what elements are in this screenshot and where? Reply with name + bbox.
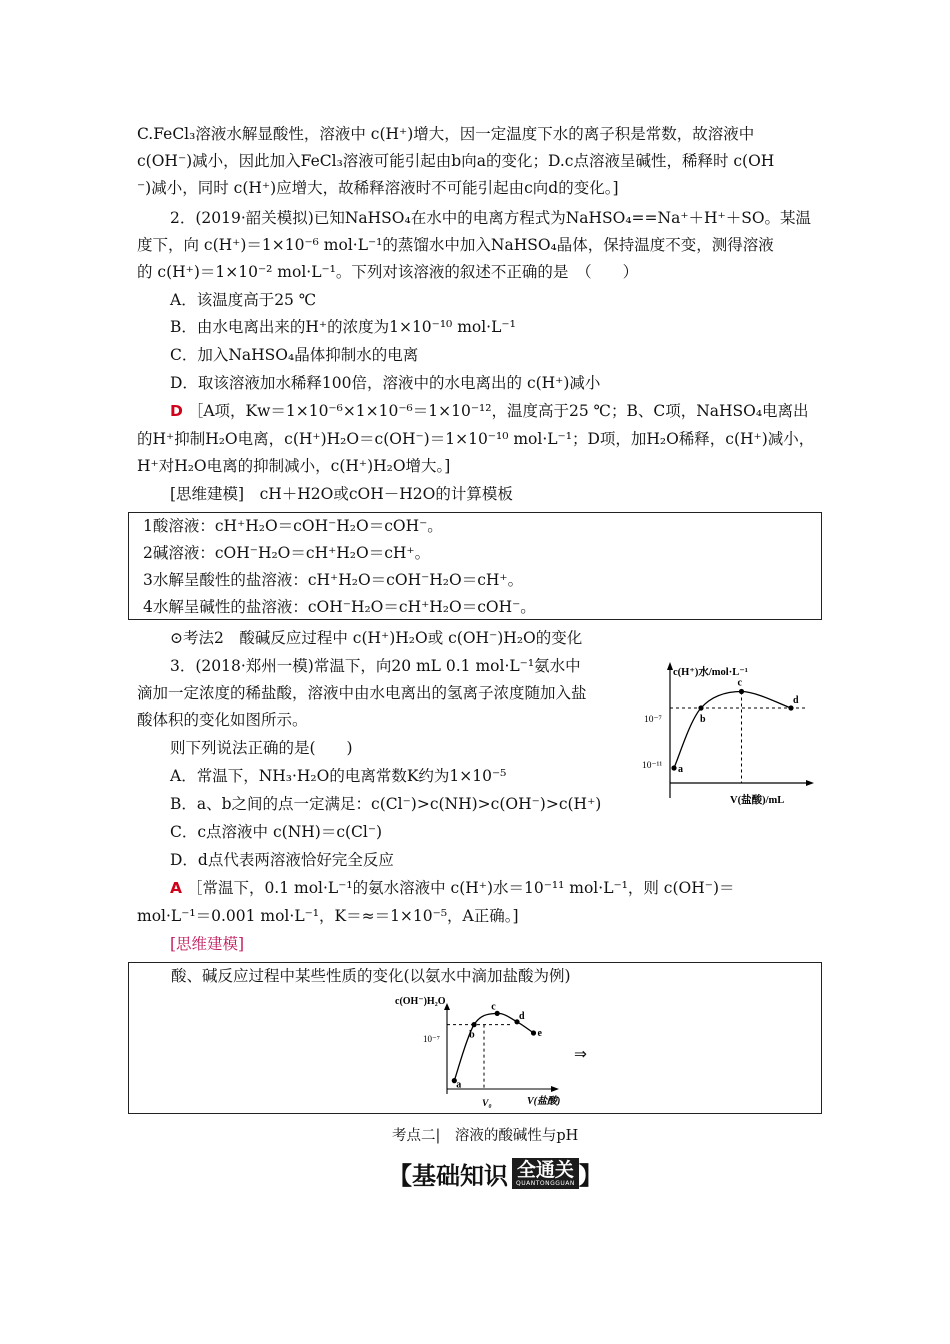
- q2-stem-line: 2．(2019·韶关模拟)已知NaHSO₄在水中的电离方程式为NaHSO₄==Na⁺＋H⁺＋SO。某温: [170, 209, 812, 227]
- model2-box-title: 酸、碱反应过程中某些性质的变化(以氨水中滴加盐酸为例): [171, 967, 571, 985]
- q2-option-d: D．取该溶液加水稀释100倍，溶液中的水电离出的 c(H⁺)减小: [170, 374, 601, 392]
- point-label: c: [491, 1001, 496, 1013]
- section-badge: [388, 1157, 603, 1189]
- q3-stem-line: 滴加一定浓度的稀盐酸，溶液中由水电离出的氢离子浓度随加入盐: [137, 684, 587, 702]
- badge-main: 全通关: [516, 1158, 574, 1181]
- section-title: 考点二| 溶液的酸碱性与pH: [392, 1128, 579, 1144]
- arrow-icon: ⇒: [574, 1045, 587, 1063]
- badge-sub: QUANTONGGUAN: [516, 1179, 575, 1187]
- x-axis-arrow: [551, 1086, 559, 1092]
- q3-stem-line: 3．(2018·郑州一模)常温下，向20 mL 0.1 mol·L⁻¹氨水中: [170, 657, 581, 675]
- model-heading: [思维建模] cH＋H2O或cOH－H2O的计算模板: [170, 485, 513, 503]
- q3-option-a: A．常温下，NH₃·H₂O的电离常数K约为1×10⁻⁵: [170, 767, 507, 785]
- series-line: [674, 692, 791, 769]
- q2-option-c: C．加入NaHSO₄晶体抑制水的电离: [170, 346, 419, 364]
- x-axis-arrow: [806, 780, 814, 786]
- point-label: b: [469, 1029, 475, 1041]
- y-axis-label: c(H⁺)水/mol·L⁻¹: [673, 667, 748, 678]
- point-label: d: [793, 695, 799, 706]
- chart-model: [393, 990, 563, 1108]
- badge-box: [512, 1158, 579, 1189]
- point-label: c: [737, 677, 742, 689]
- data-point-b: [698, 705, 703, 710]
- data-point-b: [472, 1022, 477, 1027]
- badge-left: 【基础知识: [388, 1161, 508, 1190]
- model-row: 3水解呈酸性的盐溶液：cH⁺H₂O＝cOH⁻H₂O＝cH⁺。: [143, 571, 524, 589]
- q2-answer-line: H⁺对H₂O电离的抑制减小，c(H⁺)H₂O增大。]: [137, 457, 451, 475]
- y-axis-label: c(OH⁻)H₂O: [395, 996, 446, 1007]
- x-axis-label: V(盐酸)/mL: [730, 795, 785, 806]
- paragraph-line: C.FeCl₃溶液水解显酸性，溶液中 c(H⁺)增大，因一定温度下水的离子积是常数，故溶液中: [137, 125, 755, 143]
- data-point-c: [739, 689, 744, 694]
- q3-stem-line: 则下列说法正确的是( ): [170, 739, 353, 757]
- point-label: a: [456, 1079, 462, 1091]
- q3-option-d: D．d点代表两溶液恰好完全反应: [170, 851, 394, 869]
- q3-answer: [170, 877, 735, 899]
- answer-text: ［A项，Kw＝1×10⁻⁶×1×10⁻⁶＝1×10⁻¹²，温度高于25 ℃；B、C项，NaHSO₄电离出: [187, 402, 809, 420]
- ytick-label: 10⁻⁷: [423, 1034, 440, 1044]
- method-heading: ⊙考法2 酸碱反应过程中 c(H⁺)H₂O或 c(OH⁻)H₂O的变化: [170, 629, 583, 647]
- q3-option-c: C．c点溶液中 c(NH)＝c(Cl⁻): [170, 823, 383, 841]
- model-row: 4水解呈碱性的盐溶液：cOH⁻H₂O＝cH⁺H₂O＝cOH⁻。: [143, 598, 536, 616]
- badge-right: 】: [578, 1161, 603, 1190]
- q2-stem-line: 的 c(H⁺)＝1×10⁻² mol·L⁻¹。下列对该溶液的叙述不正确的是 （ ）: [137, 263, 639, 281]
- q2-answer: [170, 400, 809, 422]
- model-box: [128, 512, 822, 620]
- q2-stem-line: 度下，向 c(H⁺)＝1×10⁻⁶ mol·L⁻¹的蒸馏水中加入NaHSO₄晶体，保持温度不变，测得溶液: [137, 236, 774, 254]
- paragraph-line: ⁻)减小，同时 c(H⁺)应增大，故稀释溶液时不可能引起由c向d的变化。]: [137, 179, 619, 197]
- q2-option-b: B．由水电离出来的H⁺的浓度为1×10⁻¹⁰ mol·L⁻¹: [170, 318, 516, 336]
- point-label: a: [678, 764, 683, 775]
- answer-letter: D: [170, 402, 183, 420]
- model-row: 1酸溶液：cH⁺H₂O＝cOH⁻H₂O＝cOH⁻。: [143, 517, 443, 535]
- q3-answer-line: mol·L⁻¹＝0.001 mol·L⁻¹，K＝≈＝1×10⁻⁵，A正确。]: [137, 907, 519, 925]
- model-row: 2碱溶液：cOH⁻H₂O＝cH⁺H₂O＝cH⁺。: [143, 544, 431, 562]
- x-axis-label: V(盐酸): [527, 1096, 561, 1107]
- q3-option-b: B．a、b之间的点一定满足：c(Cl⁻)>c(NH)>c(OH⁻)>c(H⁺): [170, 795, 602, 813]
- chart-q3: [636, 658, 816, 808]
- point-label: e: [537, 1028, 542, 1039]
- data-point-e: [531, 1030, 536, 1035]
- point-label: d: [519, 1010, 525, 1022]
- ytick-label: 10⁻⁷: [644, 715, 662, 725]
- data-point-d: [788, 705, 793, 710]
- paragraph-line: c(OH⁻)减小，因此加入FeCl₃溶液可能引起由b向a的变化；D.c点溶液呈碱性，稀释时 c(OH: [137, 152, 775, 170]
- ytick-label: 10⁻¹¹: [642, 761, 663, 771]
- data-point-a: [671, 765, 676, 770]
- q3-stem-line: 酸体积的变化如图所示。: [137, 711, 308, 729]
- series-line: [454, 1010, 533, 1080]
- point-label: b: [700, 714, 706, 725]
- q2-answer-line: 的H⁺抑制H₂O电离，c(H⁺)H₂O＝c(OH⁻)＝1×10⁻¹⁰ mol·L⁻¹；D项，加H₂O稀释，c(H⁺)减小，: [137, 430, 815, 448]
- model2-heading: [思维建模]: [170, 935, 245, 953]
- answer-text: ［常温下，0.1 mol·L⁻¹的氨水溶液中 c(H⁺)水＝10⁻¹¹ mol·L⁻¹，则 c(OH⁻)＝: [186, 879, 735, 897]
- xtick-label: V₀: [482, 1099, 492, 1108]
- q2-option-a: A．该温度高于25 ℃: [170, 291, 317, 309]
- answer-letter: A: [170, 879, 182, 897]
